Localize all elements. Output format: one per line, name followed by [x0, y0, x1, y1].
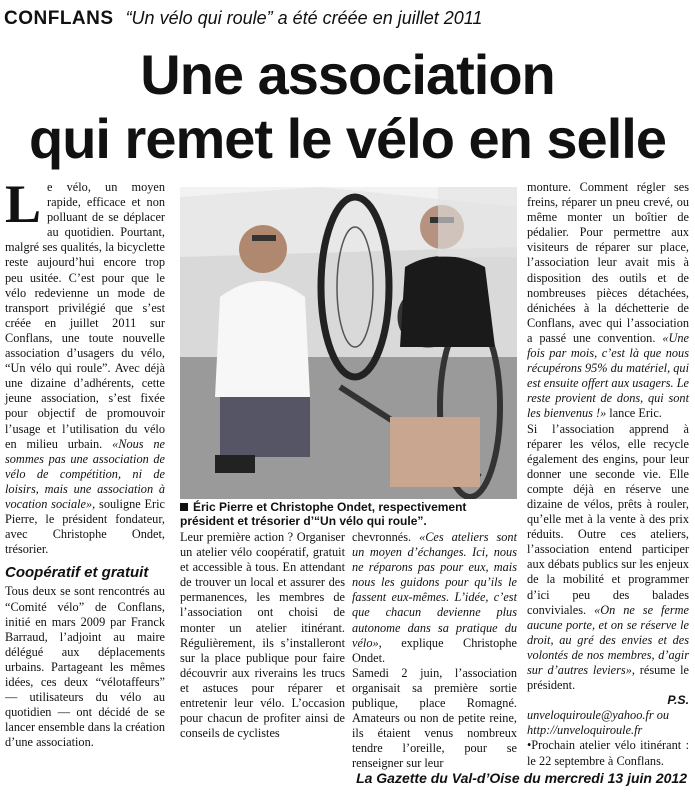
- caption-text: Éric Pierre et Christophe Ondet, respectivement président et trésorier d’“Un vélo qui roule”.: [180, 500, 467, 528]
- headline-line-2: qui remet le vélo en selle: [29, 107, 666, 170]
- text: , explique Christophe Ondet.: [352, 635, 517, 665]
- column-2: [180, 530, 345, 741]
- paragraph: [527, 422, 689, 694]
- paragraph: [352, 530, 517, 666]
- column-1: [5, 174, 165, 750]
- signature: P.S.: [667, 693, 689, 708]
- column-4: [527, 180, 689, 769]
- quote: «Une fois par mois, c’est là que nous récupérons 95% du matériel, qui est ensuite offert aux usagers. Le reste provient de dons, qui sont les bienvenus !»: [527, 330, 689, 421]
- email-link[interactable]: unveloquiroule@yahoo.fr ou: [527, 708, 670, 723]
- text: e vélo, un moyen rapide, efficace et non polluant de se déplacer au quotidien. Pourtant, malgré ses qualités, la bicyclette reste aujourd’hui encore trop peu usitée. C’est pour que le vélo redevienne un mode de transport privilégié que s’est créée en juillet 2011 sur Conflans, une toute nouvelle association d’usagers du vélo, “Un vélo qui roule”. Avec déjà une dizaine d’adhérents, cette jeune association, s’est fixée pour objectif de promouvoir l’usage et l’utilisation du vélo en milieu urbain.: [5, 180, 165, 451]
- text: lance Eric.: [606, 406, 662, 421]
- publication-footer: La Gazette du Val-d’Oise du mercredi 13 juin 2012: [356, 770, 687, 786]
- photo-illustration: [180, 187, 517, 499]
- text: chevronnés.: [352, 530, 412, 544]
- text: monture. Comment régler ses freins, réparer un pneu crevé, ou même monter un boîtier de pédalier. Pour permettre aux visiteurs de réparer sur place, l’association leur avait mis à disposition des outils et de nombreuses pièces détachées, dénichées à la déchetterie de Conflans, avec qui l’association a passé une convention.: [527, 180, 689, 345]
- text: , souligne Eric Pierre, le président fondateur, avec Christophe Ondet, trésorier.: [5, 496, 165, 557]
- drop-cap: L: [5, 174, 42, 234]
- kicker: [4, 8, 694, 32]
- text: Si l’association apprend à réparer les vélos, elle recycle également des engins, pour leur donner une seconde vie. Elle compte déjà en réserve une dizaine de vélos, prêts à rouler, qu’elle met à la vente à des prix réduits. Outre ces ateliers, l’association entend participer aux débats publics sur les enjeux de la mobilité et programmer d’ici peu des balades conviviales.: [527, 421, 689, 617]
- paragraph: [5, 174, 165, 557]
- paragraph: Tous deux se sont rencontrés au “Comité vélo” de Conflans, initié en mars 2009 par Franck Barraud, l’adjoint au maire délégué aux déplacements urbains. Partageant les mêmes idées, ces deux “vélotaffeurs” — utilisateurs du vélo au quotidien — ont décidé de se lancer ensemble dans la création d’une association.: [5, 584, 165, 750]
- paragraph: [527, 180, 689, 422]
- next-workshop-note: •Prochain atelier vélo itinérant : le 22 septembre à Conflans.: [527, 738, 689, 768]
- subheading: Coopératif et gratuit: [5, 564, 149, 582]
- website-link[interactable]: http://unveloquiroule.fr: [527, 723, 643, 738]
- kicker-place: CONFLANS: [4, 8, 114, 29]
- column-3: [352, 530, 517, 772]
- kicker-subtitle: “Un vélo qui roule” a été créée en juillet 2011: [125, 8, 483, 28]
- headline-line-1: Une association: [140, 43, 555, 106]
- quote: «On ne se ferme aucune porte, et on se réserve le droit, au gré des envies et des volontés de nos membres, d’agir sur d’autres leviers»: [527, 602, 690, 677]
- article-photo: [180, 187, 517, 499]
- quote: «Nous ne sommes pas une association de vélo de compétition, ni de loisirs, mais une association à vocation sociale»: [5, 436, 165, 511]
- caption-marker: [180, 503, 188, 511]
- paragraph: Leur première action ? Organiser un atelier vélo coopératif, gratuit et accessible à tous. En attendant de trouver un local et assurer des permanences, les membres de l’association ont choisi de monter un atelier itinérant. Régulièrement, ils s’installeront sur la place publique pour faire découvrir aux riverains les trucs et astuces pour réparer et entretenir leur vélo. L’occasion pour chacun de profiter ainsi de conseils de cyclistes: [180, 530, 345, 741]
- text: , résume le président.: [527, 663, 689, 693]
- paragraph: Samedi 2 juin, l’association organisait sa première sortie publique, place Romagné. Amateurs ou non de petite reine, ils étaient venus nombreux tendre l’oreille, pour se renseigner sur leur: [352, 665, 517, 771]
- photo-caption: [180, 500, 520, 528]
- quote: «Ces ateliers sont un moyen d’échanges. Ici, nous ne réparons pas pour eux, mais nous les guidons pour qu’ils le fassent eux-mêmes. L’idée, c’est que chacun devienne plus autonome dans sa pratique du vélo»: [352, 530, 517, 650]
